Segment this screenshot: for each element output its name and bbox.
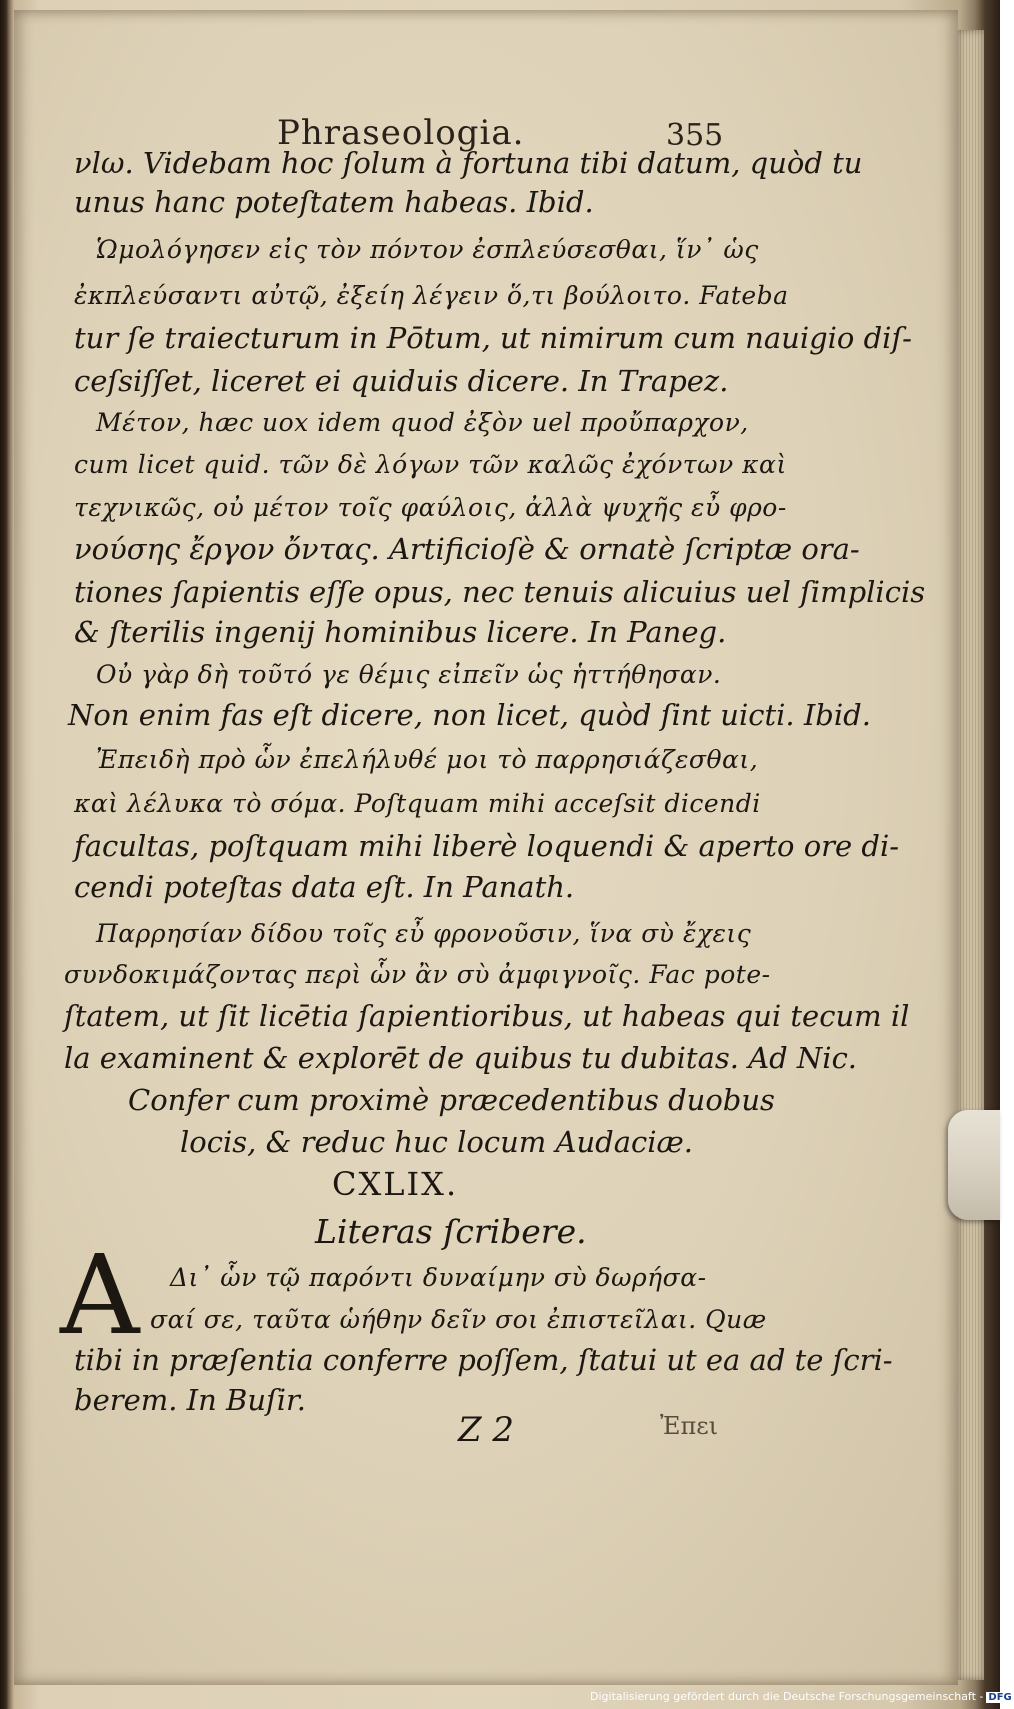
body-line: cendi poteſtas data eſt. In Panath. — [74, 870, 575, 904]
chapter-line: Δι᾿ ὧν τῷ παρόντι δυναίμην σὺ δωρήσα- — [170, 1263, 707, 1292]
body-line: unus hanc poteſtatem habeas. Ibid. — [74, 185, 594, 219]
body-line: tur ſe traiecturum in Pōtum, ut nimirum cum nauigio diſ- — [74, 321, 912, 355]
chapter-number: CXLIX. — [332, 1165, 459, 1203]
chapter-line: berem. In Buſir. — [74, 1383, 306, 1417]
dfg-logo: DFG — [988, 1692, 1012, 1703]
body-line: & ſterilis ingenij hominibus licere. In Paneg. — [74, 615, 727, 649]
body-line: cum licet quid. τῶν δὲ λόγων τῶν καλῶς ἐχόντων καὶ — [74, 450, 787, 479]
page-number: 355 — [666, 118, 724, 153]
body-line: Ὡμολόγησεν εἰς τὸν πόντον ἐσπλεύσεσθαι, ἵν᾿ ὡς — [96, 235, 759, 264]
body-line: la examinent & explorēt de quibus tu dubitas. Ad Nic. — [64, 1041, 858, 1075]
credit-text: Digitalisierung gefördert durch die Deutsche Forschungsgemeinschaft - — [590, 1690, 984, 1703]
page-marker-tab — [948, 1110, 1000, 1220]
drop-cap: A — [60, 1231, 140, 1359]
chapter-line: tibi in præſentia conferre poſſem, ſtatui ut ea ad te ſcri- — [74, 1343, 893, 1377]
digitization-credit — [590, 1690, 1014, 1703]
page-edges — [958, 30, 984, 1680]
body-line: καὶ λέλυκα τὸ σόμα. Poſtquam mihi acceſsit dicendi — [74, 789, 761, 818]
body-line: Παρρησίαν δίδου τοῖς εὖ φρονοῦσιν, ἵνα σὺ ἔχεις — [96, 919, 752, 948]
body-line: locis, & reduc huc locum Audaciæ. — [180, 1125, 693, 1159]
body-line: νlω. Videbam hoc ſolum à fortuna tibi datum, quòd tu — [74, 146, 863, 180]
body-line: τεχνικῶς, οὐ μέτον τοῖς φαύλοις, ἀλλὰ ψυχῆς εὖ φρο- — [74, 493, 787, 522]
body-line: συνδοκιμάζοντας περὶ ὧν ἂν σὺ ἀμφιγνοῖς. Fac pote- — [64, 960, 771, 989]
body-line: Οὐ γὰρ δὴ τοῦτό γε θέμις εἰπεῖν ὡς ἡττήθησαν. — [96, 660, 722, 689]
body-line: facultas, poſtquam mihi liberè loquendi & aperto ore di- — [74, 829, 900, 863]
chapter-line: σαί σε, ταῦτα ὡήθην δεῖν σοι ἐπιστεῖλαι. Quæ — [150, 1305, 767, 1334]
running-head: Phraseologia. — [277, 113, 525, 153]
body-line: ceſsiſſet, liceret ei quiduis dicere. In Trapez. — [74, 364, 729, 398]
body-line: Confer cum proximè præcedentibus duobus — [128, 1083, 775, 1117]
body-line: νούσης ἔργον ὄντας. Artificioſè & ornatè ſcriptæ ora- — [74, 532, 860, 566]
body-line: Μέτον, hæc uox idem quod ἐξὸν uel προὔπαρχον, — [96, 408, 749, 437]
body-line: ἐκπλεύσαντι αὐτῷ, ἐξείη λέγειν ὅ,τι βούλοιτο. Fateba — [74, 281, 789, 310]
body-line: Ἐπειδὴ πρὸ ὧν ἐπελήλυθέ μοι τὸ παρρησιάζεσθαι, — [96, 745, 759, 774]
catchword: Ἐπει — [660, 1412, 719, 1440]
body-line: Non enim fas eſt dicere, non licet, quòd ſint uicti. Ibid. — [68, 698, 871, 732]
chapter-title: Literas ſcribere. — [315, 1212, 587, 1251]
body-line: ſtatem, ut ſit licētia ſapientioribus, ut habeas qui tecum il — [64, 999, 910, 1033]
body-line: tiones ſapientis eſſe opus, nec tenuis alicuius uel ſimplicis — [74, 575, 926, 609]
signature-mark: Z 2 — [458, 1410, 515, 1450]
